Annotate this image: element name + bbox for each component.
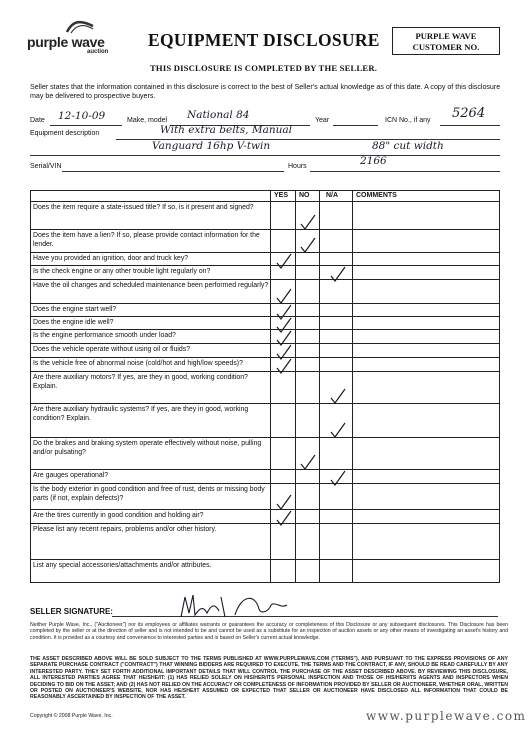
na-answer-cell[interactable] xyxy=(319,358,352,372)
yes-answer-cell[interactable] xyxy=(270,344,295,358)
seller-signature-label: SELLER SIGNATURE: xyxy=(30,607,113,616)
yes-answer-cell[interactable] xyxy=(270,202,295,230)
hours-label: Hours xyxy=(288,163,307,170)
na-answer-cell[interactable] xyxy=(319,510,352,524)
no-answer-cell[interactable] xyxy=(295,344,319,358)
table-row xyxy=(31,437,499,470)
question-text: Have you provided an ignition, door and truck key? xyxy=(33,255,189,262)
na-answer-cell[interactable] xyxy=(319,484,352,510)
description-underline-2 xyxy=(30,155,500,156)
copyright-text: Copyright © 2008 Purple Wave, Inc. xyxy=(30,713,113,719)
description-line-2b[interactable]: 88" cut width xyxy=(372,140,444,152)
comments-cell[interactable] xyxy=(352,470,499,484)
na-answer-cell[interactable] xyxy=(319,524,352,560)
no-header: NO xyxy=(299,192,310,199)
description-line-2[interactable]: Vanguard 16hp V-twin xyxy=(152,140,271,152)
na-answer-cell[interactable] xyxy=(319,344,352,358)
na-answer-cell[interactable] xyxy=(319,230,352,253)
question-text: Does the item have a lien? If so, please provide contact information for the lender. xyxy=(33,232,260,248)
table-row xyxy=(31,523,499,560)
question-text: Does the engine start well? xyxy=(33,306,117,313)
table-row xyxy=(31,357,499,372)
yes-answer-cell[interactable] xyxy=(270,358,295,372)
yes-answer-cell[interactable] xyxy=(270,280,295,304)
year-underline xyxy=(333,125,378,126)
no-answer-cell[interactable] xyxy=(295,280,319,304)
na-answer-cell[interactable] xyxy=(319,202,352,230)
no-answer-cell[interactable] xyxy=(295,358,319,372)
question-text: List any special accessories/attachments and/or attributes. xyxy=(33,562,212,569)
comments-cell[interactable] xyxy=(352,510,499,524)
comments-cell[interactable] xyxy=(352,372,499,404)
comments-header: COMMENTS xyxy=(356,192,397,199)
terms-text: THE ASSET DESCRIBED ABOVE WILL BE SOLD SUBJECT TO THE TERMS PUBLISHED AT WWW.PURPLEWAVE.COM ("TERMS"), AND PURSUANT TO THE EXPRESS PROVISIONS OF ANY SEPARATE PURCHASE CONTRACT ("CONTRACT") THAT WINNING BIDDERS ARE REQUIRED TO EXECUTE. THE TERMS AND THE CONTRACT, IF ANY, SHOULD BE READ CAREFULLY BY ANY INTERESTED PARTY. THEY SET FORTH ADDITIONAL IMPORTANT DETAILS THAT WILL CONTROL THE PURCHASE OF THE ASSET DESCRIBED ABOVE. BY REVIEWING THIS DISCLOSURE, ALL INTERESTED PARTIES AGREE THAT HE/SHE/IT: (1) HAS RELIED SOLELY ON HIS/HER/ITS PERSONAL INSPECTION AND THOSE OF HIS/HER/ITS AGENTS AND INSPECTORS WHEN DECIDING TO BID ON THE ASSET; AND (2) HAS NOT RELIED ON THE ACCURACY OR COMPLETENESS OF INFORMATION PROVIDED BY SELLER OR AUCTIONEER, WHETHER ORAL, WRITTEN OR POSTED ON AUCTIONEER'S WEBSITE, NOR HAS HE/SHE/IT ASSUMED OR EXPECTED THAT SELLER OR AUCTIONEER HAVE DISCLOSED ALL INFORMATION THAT COULD BE REASONABLY ASCERTAINED BY INSPECTION OF THE ASSET. xyxy=(30,656,508,701)
yes-answer-cell[interactable] xyxy=(270,372,295,404)
no-answer-cell[interactable] xyxy=(295,330,319,344)
no-answer-cell[interactable] xyxy=(295,484,319,510)
comments-cell[interactable] xyxy=(352,202,499,230)
na-answer-cell[interactable] xyxy=(319,470,352,484)
question-text: Do the brakes and braking system operate effectively without noise, pulling and/or pulsating? xyxy=(33,440,262,456)
question-text: Is the body exterior in good condition and free of rust, dents or missing body parts (if not, explain defects)? xyxy=(33,486,265,502)
na-answer-cell[interactable] xyxy=(319,560,352,584)
question-text: Are gauges operational? xyxy=(33,472,109,479)
na-header: N/A xyxy=(326,192,339,199)
question-text: Does the engine idle well? xyxy=(33,319,114,326)
intro-text: Seller states that the information contained in this disclosure is correct to the best of Seller's actual knowledge as of this date. A copy of this disclosure may be delivered to prospective buyers. xyxy=(30,83,501,100)
comments-cell[interactable] xyxy=(352,358,499,372)
yes-answer-cell[interactable] xyxy=(270,510,295,524)
na-answer-cell[interactable] xyxy=(319,372,352,404)
customer-box-line1: PURPLE WAVE xyxy=(415,31,477,41)
question-text: Does the vehicle operate without using oil or fluids? xyxy=(33,346,191,353)
question-text: Is the vehicle free of abnormal noise (cold/hot and high/low speeds)? xyxy=(33,360,243,367)
table-row xyxy=(31,229,499,253)
table-row xyxy=(31,371,499,404)
table-row xyxy=(31,483,499,510)
yes-answer-cell[interactable] xyxy=(270,524,295,560)
question-text: Does the item require a state-issued title? If so, is it present and signed? xyxy=(33,204,254,211)
no-answer-cell[interactable] xyxy=(295,266,319,280)
no-answer-cell[interactable] xyxy=(295,372,319,404)
seller-signature[interactable] xyxy=(175,591,295,619)
question-text: Have the oil changes and scheduled maintenance been performed regularly? xyxy=(33,282,269,289)
date-field[interactable]: 12-10-09 xyxy=(58,110,106,122)
serial-vin-label: Serial/VIN xyxy=(30,163,62,170)
description-line-1[interactable]: With extra belts, Manual xyxy=(160,124,292,136)
na-answer-cell[interactable] xyxy=(319,404,352,438)
question-text: Are the tires currently in good condition and holding air? xyxy=(33,512,204,519)
na-answer-cell[interactable] xyxy=(319,438,352,470)
yes-answer-cell[interactable] xyxy=(270,266,295,280)
table-row xyxy=(31,279,499,304)
yes-answer-cell[interactable] xyxy=(270,560,295,584)
table-row xyxy=(31,343,499,358)
comments-cell[interactable] xyxy=(352,344,499,358)
table-row xyxy=(31,403,499,438)
na-answer-cell[interactable] xyxy=(319,280,352,304)
comments-cell[interactable] xyxy=(352,404,499,438)
question-text: Is the engine performance smooth under load? xyxy=(33,332,176,339)
icn-field[interactable]: 5264 xyxy=(452,106,486,121)
table-row xyxy=(31,201,499,230)
comments-cell[interactable] xyxy=(352,230,499,253)
date-label: Date xyxy=(30,117,45,124)
logo-text: purple wave xyxy=(27,34,105,50)
yes-answer-cell[interactable] xyxy=(270,438,295,470)
no-answer-cell[interactable] xyxy=(295,524,319,560)
no-answer-cell[interactable] xyxy=(295,510,319,524)
table-row xyxy=(31,303,499,317)
date-underline xyxy=(50,125,122,126)
year-label: Year xyxy=(315,117,330,124)
no-answer-cell[interactable] xyxy=(295,202,319,230)
yes-answer-cell[interactable] xyxy=(270,404,295,438)
comments-cell[interactable] xyxy=(352,438,499,470)
form-title: EQUIPMENT DISCLOSURE xyxy=(148,30,380,50)
website-footer: www.purplewave.com xyxy=(366,709,527,723)
customer-number-box[interactable] xyxy=(392,27,500,55)
equipment-description-label: Equipment description xyxy=(30,130,100,137)
table-row xyxy=(31,559,499,584)
yes-answer-cell[interactable] xyxy=(270,230,295,253)
question-text: Are there auxiliary motors? If yes, are they in good, working condition? Explain. xyxy=(33,374,248,390)
wave-logo-icon xyxy=(65,18,95,34)
hours-underline xyxy=(310,171,500,172)
table-row xyxy=(31,329,499,344)
yes-header: YES xyxy=(274,192,289,199)
no-answer-cell[interactable] xyxy=(295,438,319,470)
form-subtitle: THIS DISCLOSURE IS COMPLETED BY THE SELLER. xyxy=(150,63,378,73)
question-text: Are there auxiliary hydraulic systems? If yes, are they in good, working condition? Explain. xyxy=(33,406,249,422)
signature-line xyxy=(112,616,498,617)
table-row xyxy=(31,252,499,266)
na-answer-cell[interactable] xyxy=(319,330,352,344)
serial-underline xyxy=(62,171,284,172)
no-answer-cell[interactable] xyxy=(295,470,319,484)
no-answer-cell[interactable] xyxy=(295,230,319,253)
question-text: Is the check engine or any other trouble light regularly on? xyxy=(33,268,211,275)
no-answer-cell[interactable] xyxy=(295,560,319,584)
yes-answer-cell[interactable] xyxy=(270,470,295,484)
customer-box-line2: CUSTOMER NO. xyxy=(412,41,480,52)
table-row xyxy=(31,469,499,484)
table-row xyxy=(31,316,499,330)
comments-cell[interactable] xyxy=(352,484,499,510)
yes-answer-cell[interactable] xyxy=(270,484,295,510)
disclaimer-text: Neither Purple Wave, Inc., ("Auctioneer") nor its employees or affiliates warrants or guarantees the accuracy or completeness of this Disclosure or any subsequent disclosures. This Disclosure has been completed by the seller or at the direction of seller and is not intended to be and cannot be used as a substitute for an inspection of auction assets or any other means of investigating an asset's history and condition. It is provided as a courtesy and convenience to interested parties and is based on Seller's current actual knowledge. xyxy=(30,622,508,641)
question-text: Please list any recent repairs, problems and/or other history. xyxy=(33,526,217,533)
icn-underline xyxy=(440,125,500,126)
comments-cell[interactable] xyxy=(352,266,499,280)
comments-cell[interactable] xyxy=(352,560,499,584)
no-answer-cell[interactable] xyxy=(295,404,319,438)
table-row xyxy=(31,509,499,524)
hours-field[interactable]: 2166 xyxy=(360,155,387,167)
purple-wave-logo xyxy=(27,32,127,62)
logo-subtext: auction xyxy=(87,49,109,55)
table-row xyxy=(31,265,499,280)
comments-cell[interactable] xyxy=(352,280,499,304)
na-answer-cell[interactable] xyxy=(319,266,352,280)
yes-answer-cell[interactable] xyxy=(270,330,295,344)
disclosure-table xyxy=(30,190,500,583)
make-model-label: Make, model xyxy=(127,117,168,124)
icn-label: ICN No., if any xyxy=(385,117,431,124)
comments-cell[interactable] xyxy=(352,330,499,344)
comments-cell[interactable] xyxy=(352,524,499,560)
make-model-field[interactable]: National 84 xyxy=(187,109,250,121)
